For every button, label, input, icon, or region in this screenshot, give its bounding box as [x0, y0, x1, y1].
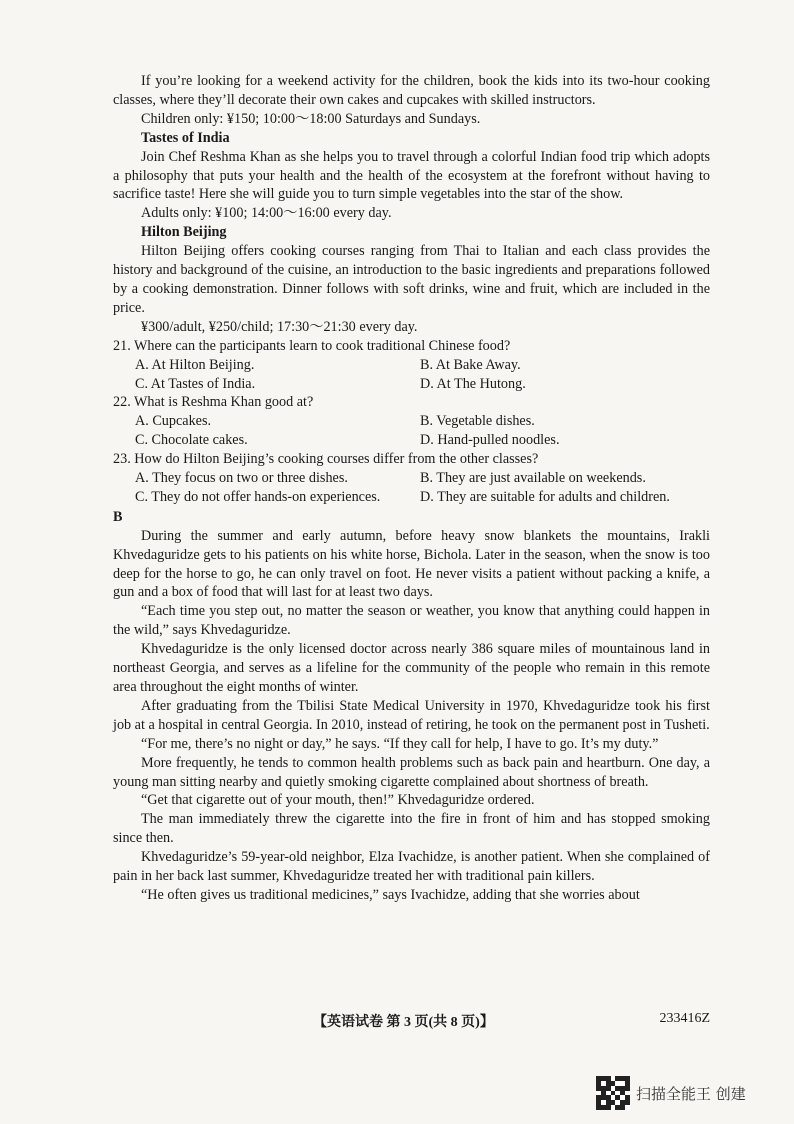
passage-b-paragraph: During the summer and early autumn, before heavy snow blankets the mountains, Irakli Khvedaguridze gets to his patients on his white horse, Bichola. Later in the season, when the snow is too deep for the horse to go, he can only travel on foot. He never visits a patient without packing a knife, a gun and a box of food that will last for at least two days.	[113, 527, 710, 601]
question-22-options	[113, 412, 710, 450]
passage-b-paragraph: “He often gives us traditional medicines,” says Ivachidze, adding that she worries about	[141, 886, 640, 903]
option-22d: D. Hand-pulled noodles.	[420, 432, 560, 449]
scanner-watermark	[596, 1076, 746, 1110]
option-23c: C. They do not offer hands-on experiences.	[135, 488, 381, 505]
passage-b-paragraph: “For me, there’s no night or day,” he says. “If they call for help, I have to go. It’s my duty.”	[141, 735, 659, 752]
exam-page	[113, 72, 710, 905]
hilton-heading: Hilton Beijing	[141, 224, 227, 241]
section-b-label: B	[113, 508, 123, 525]
tastes-body: Join Chef Reshma Khan as she helps you to travel through a colorful Indian food trip which adopts a philosophy that puts your health and the health of the ecosystem at the forefront without having to sacrifice taste! Here she will guide you to turn simple vegetables into the star of the show.	[113, 148, 710, 203]
qr-code-icon	[596, 1076, 630, 1110]
option-21d: D. At The Hutong.	[420, 375, 526, 392]
kids-price: Children only: ¥150; 10:00～18:00 Saturdays and Sundays.	[141, 110, 481, 127]
passage-b-paragraph: Khvedaguridze is the only licensed doctor across nearly 386 square miles of mountainous land in northeast Georgia, and serves as a lifeline for the community of the people who remain in this remote area throughout the eight months of winter.	[113, 641, 710, 695]
option-22b: B. Vegetable dishes.	[420, 413, 535, 430]
question-23-options	[113, 469, 710, 507]
option-22c: C. Chocolate cakes.	[135, 432, 248, 449]
question-22: 22. What is Reshma Khan good at?	[113, 394, 314, 411]
kids-paragraph: If you’re looking for a weekend activity for the children, book the kids into its two-hour cooking classes, where they’ll decorate their own cakes and cupcakes with skilled instructors.	[113, 73, 710, 108]
question-23: 23. How do Hilton Beijing’s cooking courses differ from the other classes?	[113, 451, 539, 468]
hilton-body: Hilton Beijing offers cooking courses ranging from Thai to Italian and each class provides the history and background of the cuisine, an introduction to the basic ingredients and preparations followed by a cooking demonstration. Dinner follows with soft drinks, wine and fruit, which are included in the price.	[113, 243, 710, 316]
question-21: 21. Where can the participants learn to cook traditional Chinese food?	[113, 337, 511, 354]
passage-b-paragraph: “Get that cigarette out of your mouth, then!” Khvedaguridze ordered.	[141, 792, 535, 809]
question-21-options	[113, 356, 710, 394]
passage-b-paragraph: Khvedaguridze’s 59-year-old neighbor, Elza Ivachidze, is another patient. When she complained of pain in her back last summer, Khvedaguridze treated her with traditional pain killers.	[113, 849, 710, 885]
hilton-price: ¥300/adult, ¥250/child; 17:30～21:30 every day.	[141, 318, 418, 335]
tastes-price: Adults only: ¥100; 14:00～16:00 every day.	[141, 205, 392, 222]
passage-b-paragraph: The man immediately threw the cigarette into the fire in front of him and has stopped smoking since then.	[113, 811, 710, 847]
option-21b: B. At Bake Away.	[420, 356, 521, 373]
option-23d: D. They are suitable for adults and children.	[420, 488, 670, 505]
page-number-label: 【英语试卷 第 3 页(共 8 页)】	[313, 1015, 494, 1030]
tastes-heading: Tastes of India	[141, 129, 230, 146]
passage-b-paragraph: “Each time you step out, no matter the season or weather, you know that anything could happen in the wild,” says Khvedaguridze.	[113, 603, 710, 639]
passage-b-paragraph: After graduating from the Tbilisi State Medical University in 1970, Khvedaguridze took his first job at a hospital in central Georgia. In 2010, instead of retiring, he took on the permanent post in Tusheti.	[113, 697, 710, 733]
option-23b: B. They are just available on weekends.	[420, 470, 646, 487]
option-23a: A. They focus on two or three dishes.	[135, 470, 348, 487]
paper-code: 233416Z	[659, 1011, 710, 1026]
option-21a: A. At Hilton Beijing.	[135, 356, 255, 373]
passage-b-paragraph: More frequently, he tends to common health problems such as back pain and heartburn. One day, a young man sitting nearby and quietly smoking cigarette complained about shortness of breath.	[113, 754, 710, 790]
scanner-app-label: 扫描全能王 创建	[636, 1084, 746, 1103]
option-22a: A. Cupcakes.	[135, 413, 212, 430]
option-21c: C. At Tastes of India.	[135, 375, 256, 392]
